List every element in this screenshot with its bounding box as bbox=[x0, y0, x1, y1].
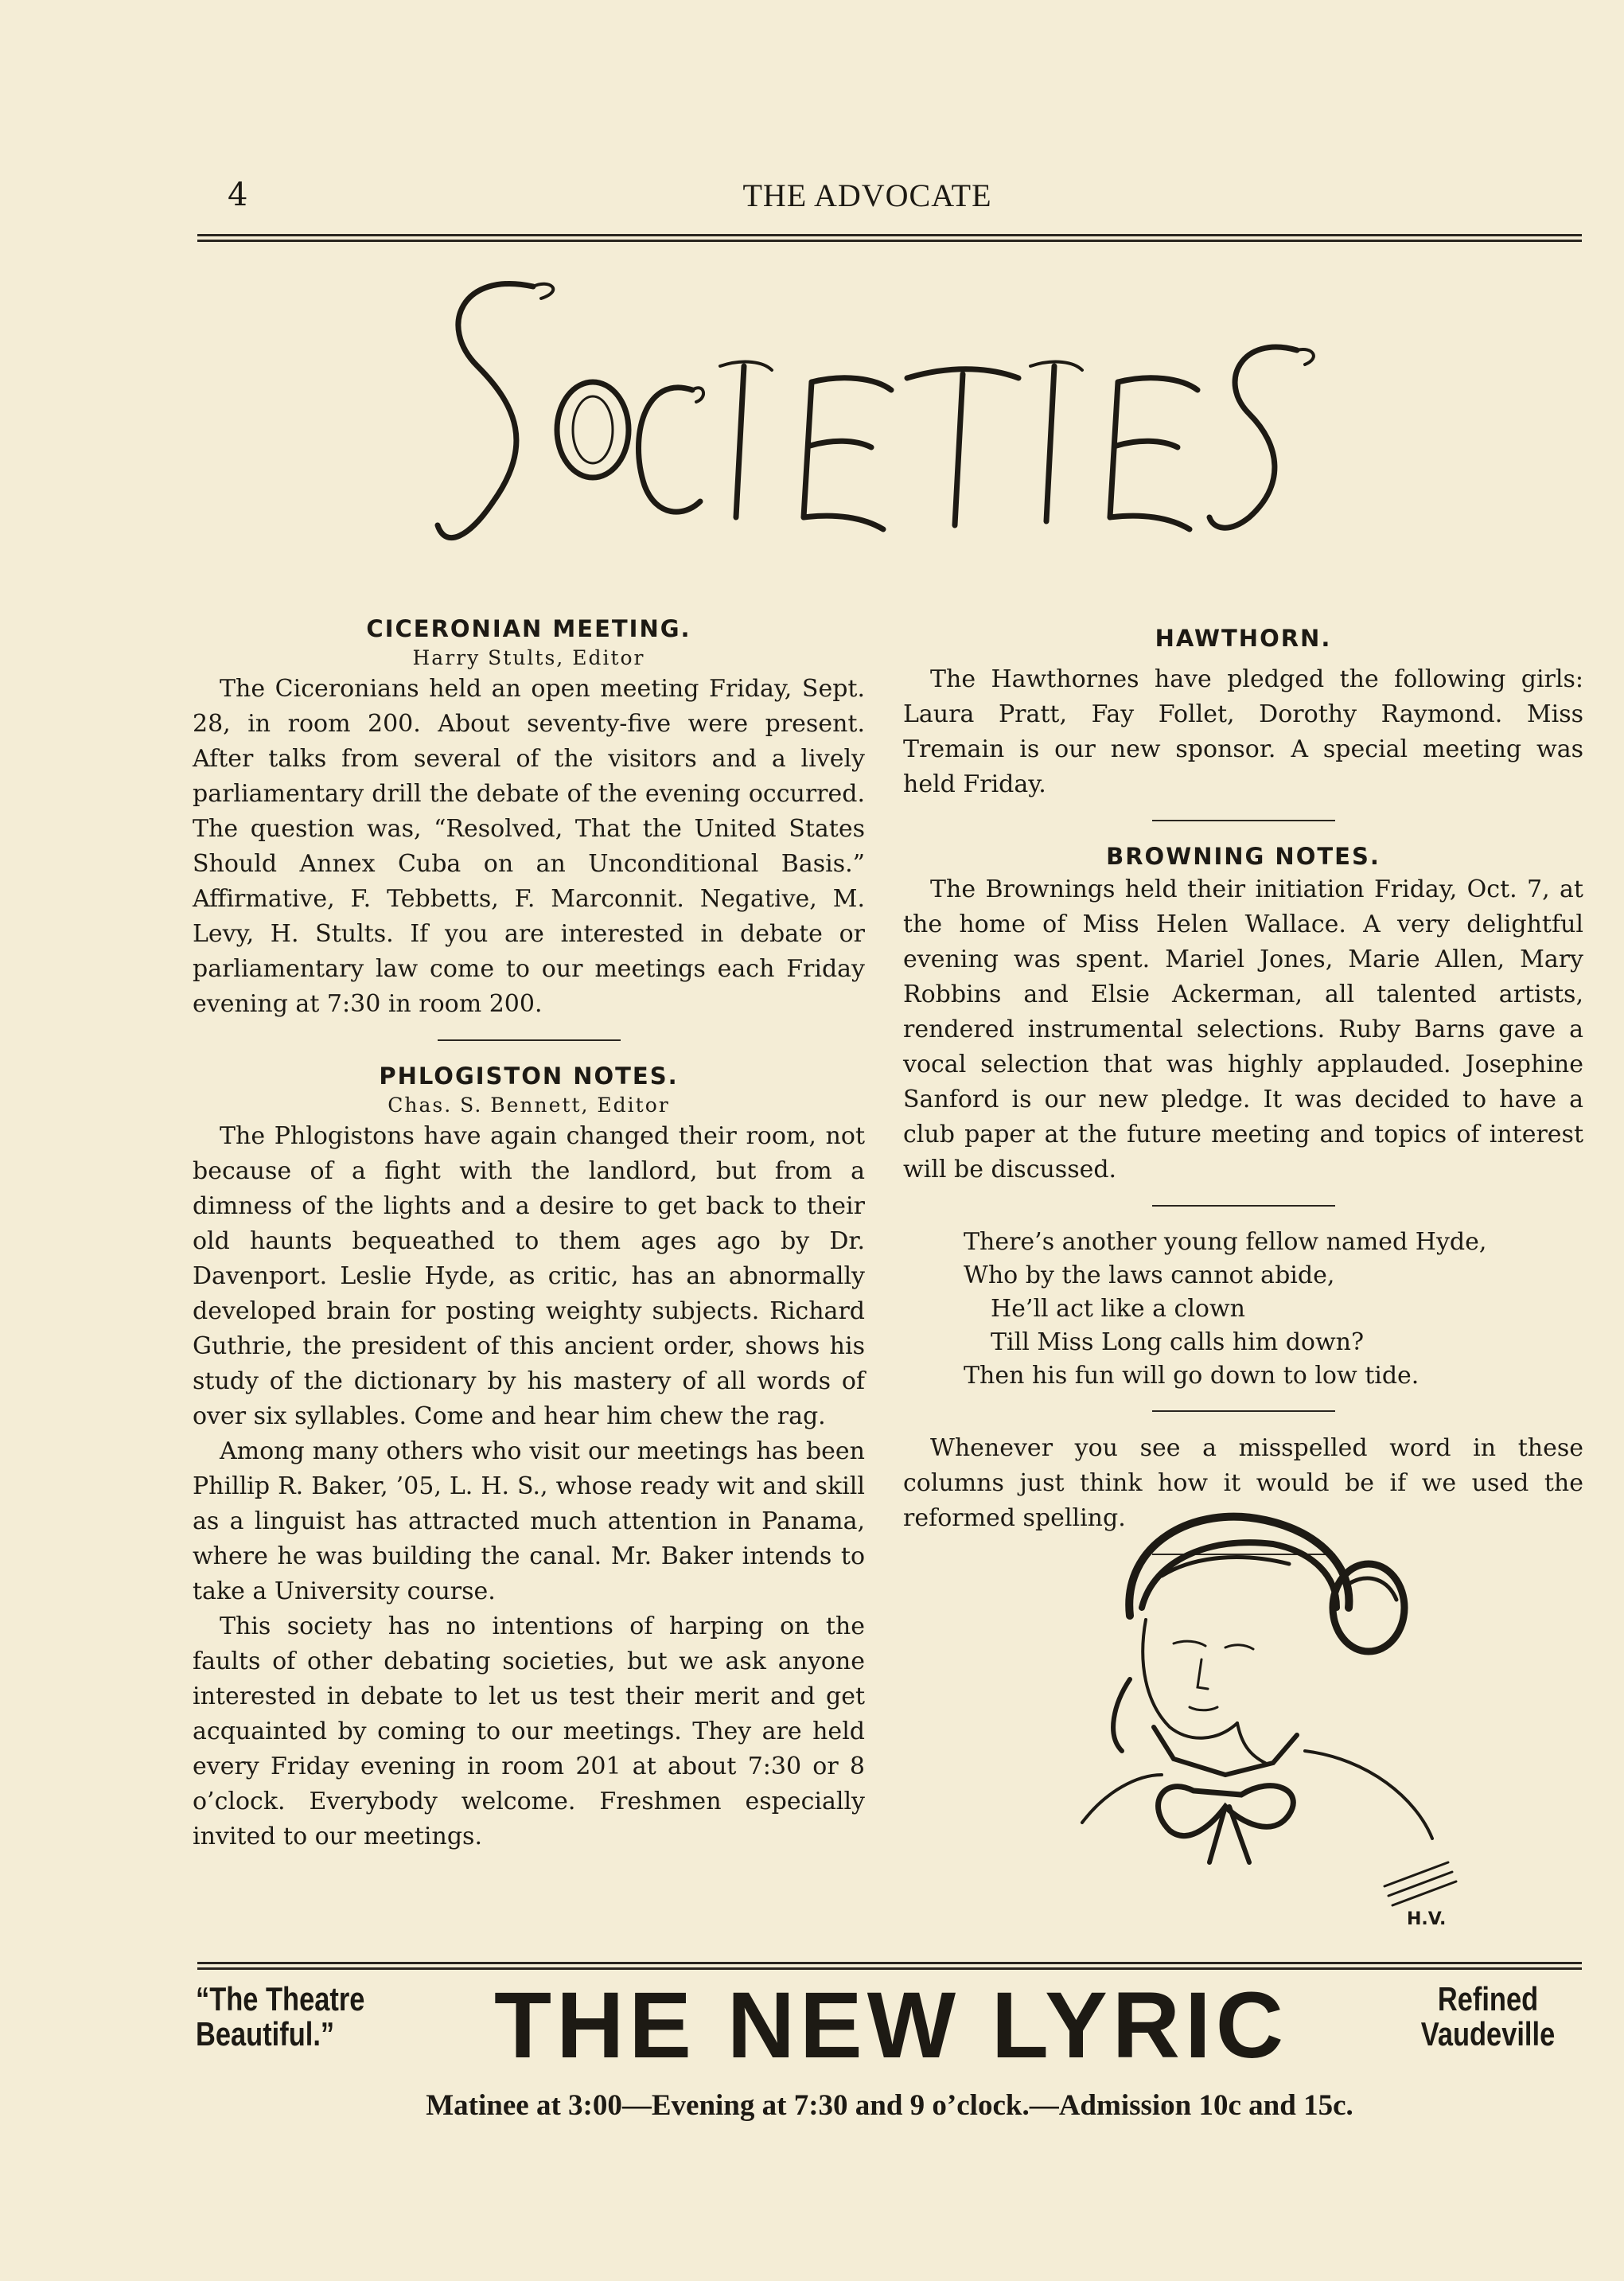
ad-tagline-line: Vaudeville bbox=[1420, 2015, 1556, 2053]
misspell-note: Whenever you see a misspelled word in these columns just think how it would be if we used the reformed spelling. bbox=[903, 1434, 1583, 1532]
societies-title-art bbox=[430, 263, 1345, 581]
portrait-sketch bbox=[1034, 1488, 1480, 1934]
ciceronian-paragraph: The Ciceronians held an open meeting Friday, Sept. 28, in room 200. About seventy-five were present. After talks from several of the visitors and a lively parliamentary drill the debate of the evening occurred. The question was, “Resolved, That the United States Should Annex Cuba on an Unconditional Basis.” Affirmative, F. Tebbetts, F. Marconnit. Negative, M. Levy, H. Stults. If you are interested in debate or parliamentary law come to our meetings each Friday evening at 7:30 in room 200. bbox=[193, 675, 865, 1018]
header-rule bbox=[197, 234, 1582, 242]
artist-signature: H.V. bbox=[1407, 1909, 1447, 1929]
ad-tagline-line: Beautiful.” bbox=[196, 2015, 335, 2053]
running-title: THE ADVOCATE bbox=[742, 177, 992, 213]
verse-line: There’s another young fellow named Hyde, bbox=[964, 1228, 1487, 1256]
section-divider bbox=[1152, 1205, 1335, 1207]
phlogiston-heading: PHLOGISTON NOTES. bbox=[379, 1063, 679, 1090]
ad-schedule: Matinee at 3:00—Evening at 7:30 and 9 o’clock.—Admission 10c and 15c. bbox=[426, 2089, 1353, 2122]
ad-title: THE NEW LYRIC bbox=[493, 1973, 1289, 2078]
right-column bbox=[903, 613, 1583, 1574]
section-divider bbox=[1152, 1410, 1335, 1412]
verse-line: He’ll act like a clown bbox=[991, 1295, 1245, 1323]
phlogiston-paragraph: The Phlogistons have again changed their room, not because of a fight with the landlord, but from a dimness of the lights and a desire to get back to their old haunts bequeathed to them ages ago by Dr. Davenport. Leslie Hyde, as critic, has an abnormally developed brain for posting weighty subjects. Richard Guthrie, the president of this ancient order, shows his study of the dictionary by his mastery of all words of over six syllables. Come and hear him chew the rag. bbox=[193, 1122, 865, 1430]
ad-tagline-line: Refined bbox=[1437, 1980, 1539, 2018]
hawthorn-paragraph: The Hawthornes have pledged the following girls: Laura Pratt, Fay Follet, Dorothy Raymond. Miss Tremain is our new sponsor. A special meeting was held Friday. bbox=[903, 665, 1583, 798]
phlogiston-paragraph: This society has no intentions of harping on the faults of other debating societies, but we ask anyone interested in debate to let us test their merit and get acquainted by coming to our meetings. They are held every Friday evening in room 201 at about 7:30 or 8 o’clock. Everybody welcome. Freshmen especially invited to our meetings. bbox=[193, 1612, 865, 1850]
footer-rule bbox=[197, 1962, 1582, 1970]
ciceronian-heading: CICERONIAN MEETING. bbox=[366, 615, 691, 642]
browning-heading: BROWNING NOTES. bbox=[1106, 843, 1381, 870]
limerick bbox=[903, 1226, 1583, 1393]
browning-paragraph: The Brownings held their initiation Friday, Oct. 7, at the home of Miss Helen Wallace. A very delightful evening was spent. Mariel Jones, Marie Allen, Mary Robbins and Elsie Ackerman, all talented artists, rendered instrumental selections. Ruby Barns gave a vocal selection that was highly applauded. Josephine Sanford is our new pledge. It was decided to have a club paper at the future meeting and topics of interest will be discussed. bbox=[903, 875, 1583, 1183]
ad-tagline-line: “The Theatre bbox=[196, 1980, 365, 2018]
phlogiston-paragraph: Among many others who visit our meetings has been Phillip R. Baker, ’05, L. H. S., whose ready wit and skill as a linguist has attracted much attention in Panama, where he was building the canal. Mr. Baker intends to take a University course. bbox=[193, 1437, 865, 1605]
ad-tagline-right bbox=[1413, 1982, 1564, 2052]
left-column bbox=[193, 613, 865, 1854]
verse-line: Who by the laws cannot abide, bbox=[964, 1261, 1335, 1289]
section-divider bbox=[1152, 820, 1335, 821]
page-number: 4 bbox=[228, 177, 248, 213]
phlogiston-editor: Chas. S. Bennett, Editor bbox=[388, 1094, 670, 1117]
ad-tagline-left bbox=[196, 1982, 385, 2052]
verse-line: Till Miss Long calls him down? bbox=[991, 1328, 1365, 1356]
ciceronian-editor: Harry Stults, Editor bbox=[412, 646, 645, 669]
hawthorn-heading: HAWTHORN. bbox=[1155, 625, 1332, 652]
section-divider bbox=[438, 1039, 621, 1041]
verse-line: Then his fun will go down to low tide. bbox=[964, 1362, 1420, 1390]
